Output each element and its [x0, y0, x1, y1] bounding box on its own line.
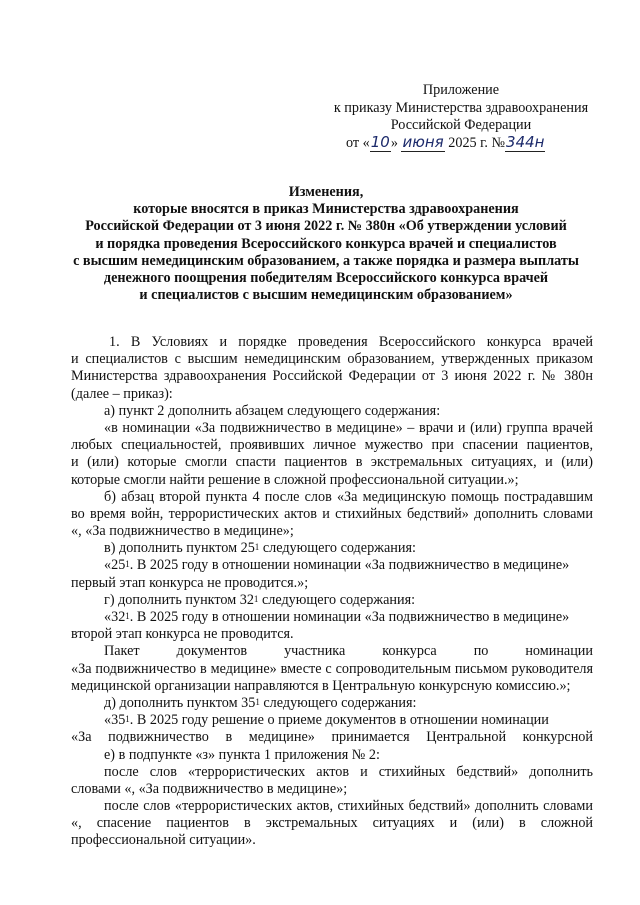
title-line: Российской Федерации от 3 июня 2022 г. № 380н «Об утверждении условий [85, 218, 567, 235]
title-line: и порядка проведения Всероссийского конкурса врачей и специалистов [95, 235, 557, 252]
body-line: во время войн, террористических актов и стихийных бедствий» дополнить словами [71, 505, 593, 522]
appendix-header [330, 82, 592, 135]
body-line: которые смогли найти решение в сложной профессиональной ситуации.»; [71, 471, 519, 488]
order-date-line [346, 134, 545, 153]
body-line: медицинской организации направляются в Центральную конкурсную комиссию.»; [71, 677, 571, 694]
body-line: «, спасение пациентов в экстремальных ситуациях и (или) в сложной [71, 815, 593, 832]
body-line: профессиональной ситуации». [71, 832, 256, 849]
body-line: «$35^1$. В 2025 году решение о приеме документов в отношении номинации [104, 712, 549, 729]
body-line: (далее – приказ): [71, 385, 173, 402]
body-line: «$32^1$. В 2025 году в отношении номинации «За подвижничество в медицине» [104, 609, 570, 625]
date-year: 2025 г. № [448, 135, 506, 151]
body-line: д) дополнить пунктом $35^1$ следующего содержания: [104, 694, 417, 711]
date-prefix: от « [346, 135, 370, 151]
body-line: «За подвижничество в медицине» принимается Центральной конкурсной [71, 729, 593, 746]
body-line: после слов «террористических актов и стихийных бедствий» дополнить [104, 763, 593, 780]
body-line: 1. В Условиях и порядке проведения Всероссийского конкурса врачей [109, 334, 593, 350]
title-line: Изменения, [288, 184, 364, 200]
document-body [71, 334, 593, 850]
appendix-label: Приложение [422, 82, 500, 98]
body-line: в) дополнить пунктом $25^1$ следующего содержания: [104, 540, 416, 557]
body-line: и специалистов с высшим немедицинским образованием, утвержденных приказом [71, 351, 593, 368]
body-line: и (или) которые смогли спасти пациентов в экстремальных ситуациях, и (или) [71, 454, 593, 471]
body-line: Министерства здравоохранения Российской Федерации от 3 июня 2022 г. № 380н [71, 368, 593, 385]
title-line: с высшим немедицинским образованием, а также порядка и размера выплаты [73, 252, 579, 269]
handwritten-day: 10 [370, 133, 390, 151]
body-line: а) пункт 2 дополнить абзацем следующего содержания: [104, 402, 441, 419]
body-line: «, «За подвижничество в медицине»; [71, 523, 294, 540]
title-line: денежного поощрения победителям Всероссийского конкурса врачей [103, 270, 549, 287]
body-line: б) абзац второй пункта 4 после слов «За медицинскую помощь пострадавшим [104, 488, 593, 505]
body-line: второй этап конкурса не проводится. [71, 626, 294, 643]
order-reference: к приказу Министерства здравоохранения [333, 99, 589, 116]
handwritten-order-number: 344н [506, 133, 545, 151]
federation-name: Российской Федерации [390, 117, 532, 134]
body-line: словами «, «За подвижничество в медицине»; [71, 780, 348, 797]
title-line: и специалистов с высшим немедицинским образованием» [139, 287, 513, 304]
body-line: «За подвижничество в медицине» вместе с сопроводительным письмом руководителя [71, 660, 593, 677]
document-title [60, 184, 592, 304]
body-line: «в номинации «За подвижничество в медицине» – врачи и (или) группа врачей [104, 419, 593, 436]
body-line: «$25^1$. В 2025 году в отношении номинации «За подвижничество в медицине» [104, 557, 570, 574]
body-line: г) дополнить пунктом $32^1$ следующего содержания: [104, 591, 416, 608]
title-line: которые вносятся в приказ Министерства здравоохранения [133, 201, 519, 218]
body-line: Пакет документов участника конкурса по номинации [104, 643, 593, 660]
handwritten-month: июня [402, 133, 444, 151]
body-line: первый этап конкурса не проводится.»; [71, 574, 309, 591]
body-line: е) в подпункте «з» пункта 1 приложения № 2: [104, 746, 380, 763]
body-line: после слов «террористических актов, стихийных бедствий» дополнить словами [104, 798, 593, 815]
date-quote: » [390, 135, 398, 151]
body-line: любых специальностей, проявивших личное мужество при спасении пациентов, [71, 437, 593, 454]
